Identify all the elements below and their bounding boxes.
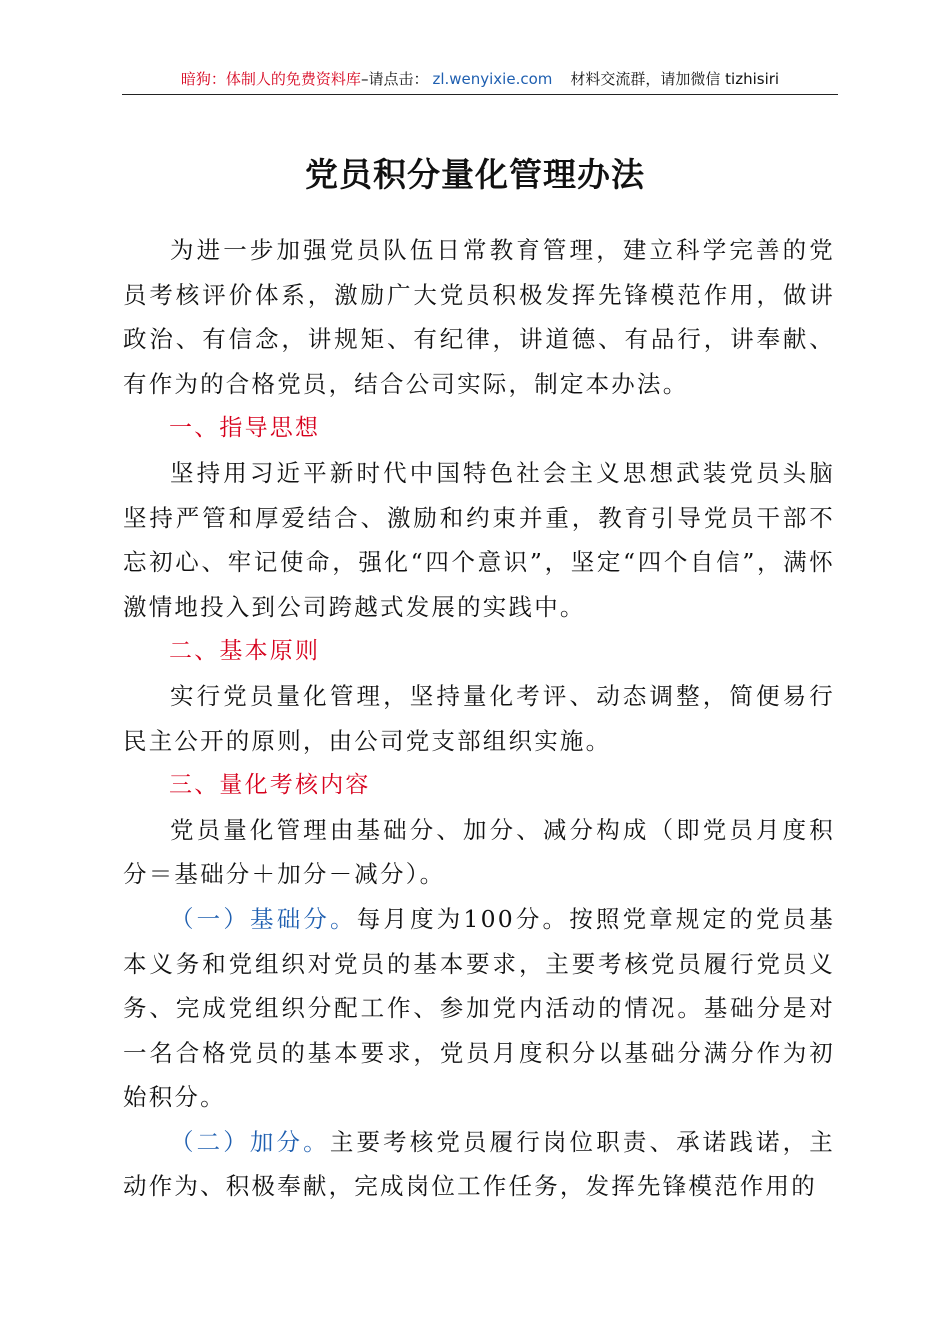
section-heading-basic-principles: 二、基本原则 [169,638,321,665]
header-site-name: 暗狗：体制人的免费资料库 [180,70,361,88]
section-paragraph-guiding-ideology: 坚持用习近平新时代中国特色社会主义思想武装党员头脑坚持严管和厚爱结合、激励和约束并重，教育引导党员干部不忘初心、牢记使命，强化“四个意识”，坚定“四个自信”，满怀激情地投入到公司跨越式发展的实践中。 [123,458,835,621]
item-paragraph-bonus-score [123,1120,835,1209]
item-text-base-score: 每月度为100分。按照党章规定的党员基本义务和党组织对党员的基本要求，主要考核党员履行党员义务、完成党组织分配工作、参加党内活动的情况。基础分是对一名合格党员的基本要求，党员月度积分以基础分满分作为初始积分。 [123,904,835,1112]
item-text-bonus-score: 主要考核党员履行岗位职责、承诺践诺，主动作为、积极奉献，完成岗位工作任务，发挥先锋模范作用的 [123,1127,835,1201]
item-label-base-score: （一）基础分。 [170,904,357,933]
header-click-prompt: –请点击： [360,70,429,88]
section-heading-guiding-ideology: 一、指导思想 [169,415,321,442]
header-wechat-note: 材料交流群，请加微信 tizhisiri [570,70,780,88]
section-paragraph-basic-principles: 实行党员量化管理，坚持量化考评、动态调整，简便易行民主公开的原则，由公司党支部组织实施。 [123,681,835,755]
section-paragraph-assessment-content: 党员量化管理由基础分、加分、减分构成（即党员月度积分＝基础分＋加分－减分）。 [123,815,835,889]
section-heading-assessment-content: 三、量化考核内容 [169,772,371,799]
header-link[interactable]: zl.wenyixie.com [432,70,553,88]
item-label-bonus-score: （二）加分。 [170,1127,330,1156]
item-paragraph-base-score [123,897,835,1120]
page-header [122,68,838,95]
document-title: 党员积分量化管理办法 [305,155,645,194]
document-body [123,228,835,1209]
intro-paragraph: 为进一步加强党员队伍日常教育管理，建立科学完善的党员考核评价体系，激励广大党员积极发挥先锋模范作用，做讲政治、有信念，讲规矩、有纪律，讲道德、有品行，讲奉献、有作为的合格党员，结合公司实际，制定本办法。 [123,236,835,398]
